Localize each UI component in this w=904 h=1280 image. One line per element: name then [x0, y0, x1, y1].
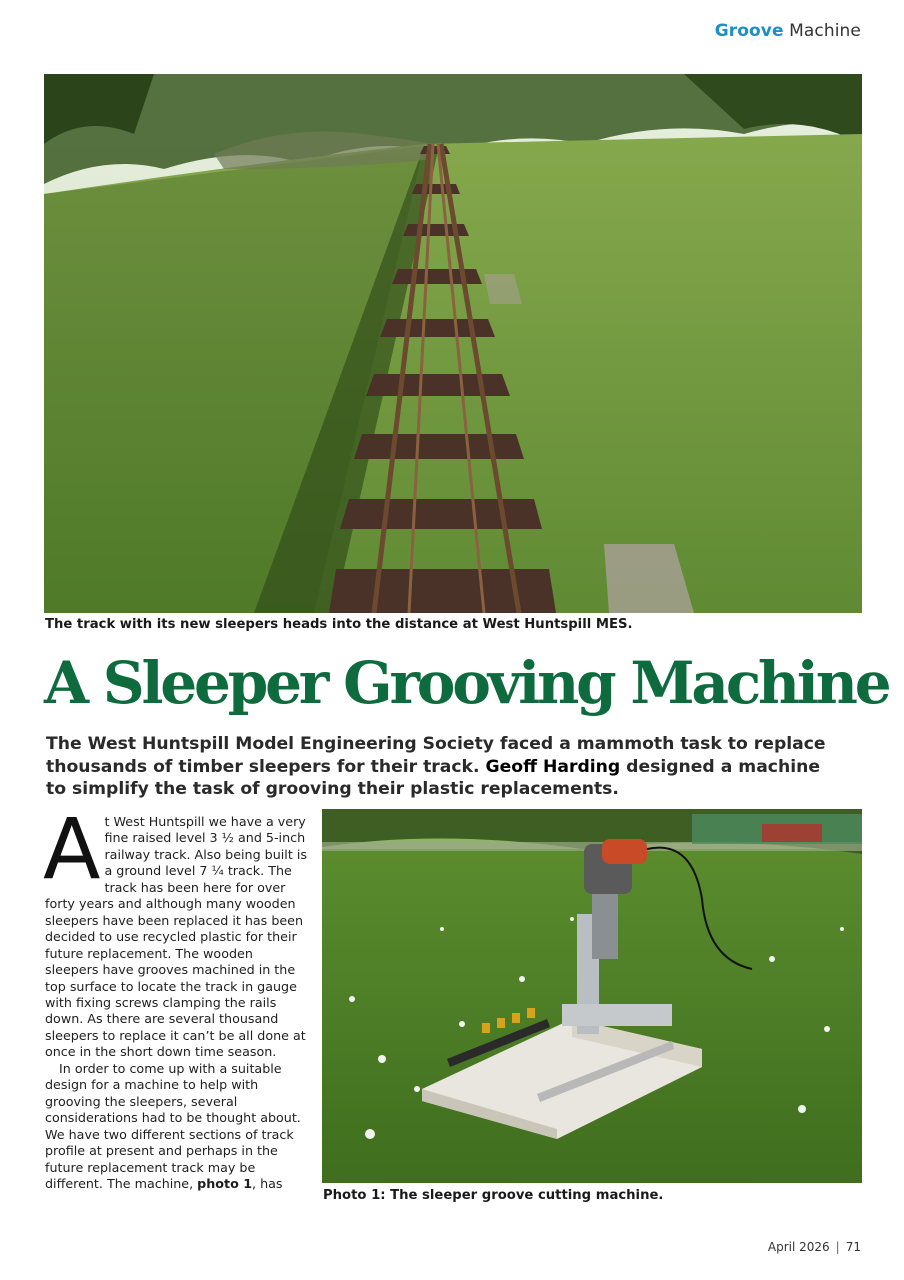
article-headline: A Sleeper Grooving Machine — [44, 649, 889, 717]
body-paragraph-2-start: In order to come up with a suitable design for a machine to help with grooving the sleepers, several considerations had to be thought about. We have two different sections of track profile at present and perhaps in the future replacement track may be different. The machine, — [45, 1060, 301, 1191]
article-standfirst — [46, 733, 826, 801]
standfirst-text-1: The West Huntspill Model Engineering Society faced a mammoth task to replace thousands of timber sleepers for their track. — [46, 734, 826, 777]
machine-photo-image — [322, 809, 862, 1183]
body-paragraph-2 — [45, 1061, 307, 1193]
author-name: Geoff Harding — [485, 756, 621, 777]
body-paragraph-1 — [43, 800, 307, 1061]
section-tag-strong: Groove — [714, 21, 784, 41]
track-photo-image — [44, 74, 862, 613]
track-photo — [44, 74, 862, 613]
machine-photo — [322, 809, 862, 1183]
article-body — [43, 800, 307, 1192]
standfirst-text-2: designed a machine to simplify the task of grooving their plastic replacements. — [46, 756, 821, 799]
machine-photo-caption: Photo 1: The sleeper groove cutting machine. — [323, 1188, 664, 1203]
page-number: 71 — [845, 1240, 861, 1254]
issue-date: April 2026 — [767, 1240, 830, 1254]
body-paragraph-2-end: , has — [252, 1175, 283, 1191]
body-paragraph-1-text: t West Huntspill we have a very fine raised level 3 ½ and 5-inch railway track. Also being built is a ground level 7 ¼ track. The track has been here for over forty years and although many wooden sleepers have been replaced it has been decided to use recycled plastic for their future replacement. The wooden sleepers have grooves machined in the top surface to locate the track in gauge with fixing screws clamping the rails down. As there are several thousand sleepers to replace it can’t be all done at once in the short down time season. — [45, 814, 307, 1060]
photo-reference: photo 1 — [197, 1175, 253, 1191]
track-photo-caption: The track with its new sleepers heads into the distance at West Huntspill MES. — [45, 617, 633, 632]
page-folio: April 2026 | 71 — [767, 1240, 861, 1254]
section-tag — [715, 21, 861, 41]
section-tag-light: Machine — [789, 21, 861, 41]
drop-cap: A — [43, 800, 101, 898]
